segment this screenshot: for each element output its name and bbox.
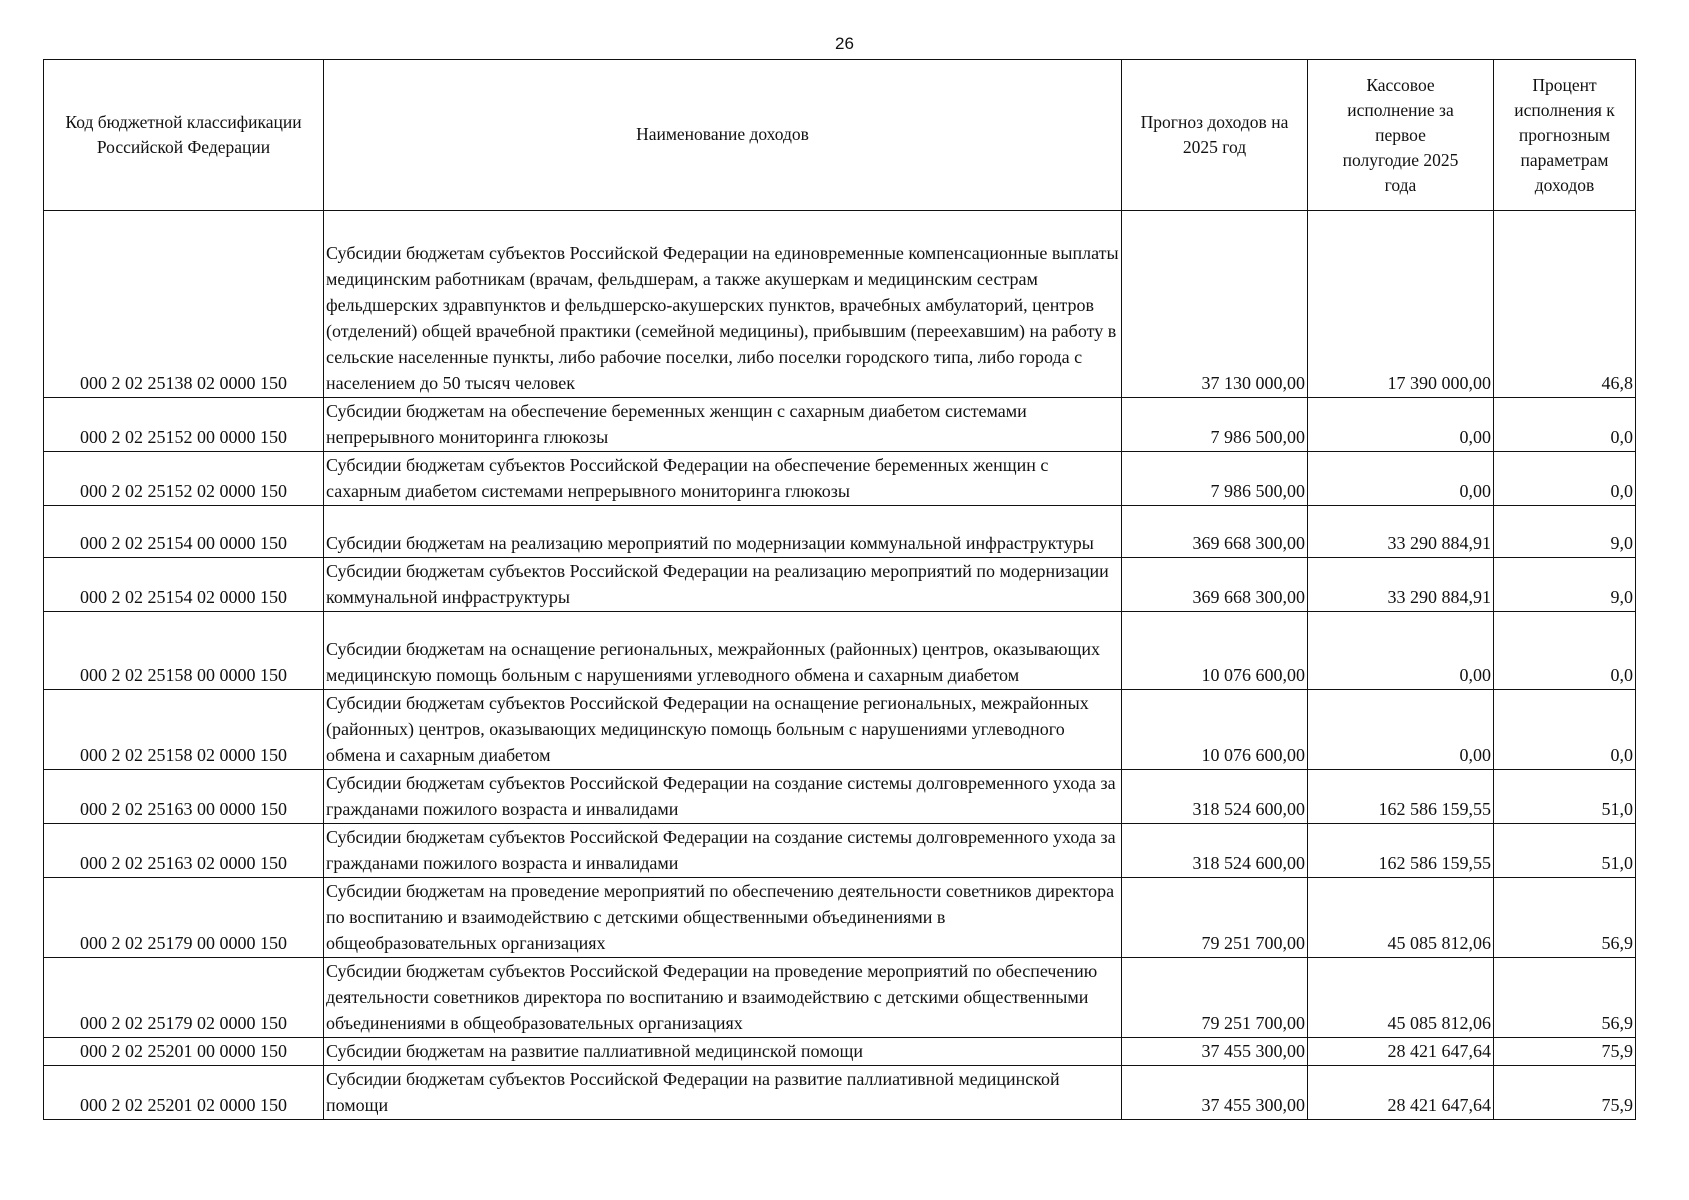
forecast-cell: 369 668 300,00 (1122, 558, 1308, 612)
cash-cell: 162 586 159,55 (1308, 824, 1494, 878)
revenue-table (43, 59, 1636, 1120)
cash-cell: 0,00 (1308, 398, 1494, 452)
forecast-cell: 37 455 300,00 (1122, 1066, 1308, 1120)
name-cell: Субсидии бюджетам на проведение мероприятий по обеспечению деятельности советников директора по воспитанию и взаимодействию с детскими общественными объединениями в общеобразовательных организациях (324, 878, 1122, 958)
table-row (44, 770, 1636, 824)
cash-cell: 45 085 812,06 (1308, 958, 1494, 1038)
name-cell: Субсидии бюджетам на обеспечение беременных женщин с сахарным диабетом системами непрерывного мониторинга глюкозы (324, 398, 1122, 452)
percent-cell: 46,8 (1494, 211, 1636, 398)
table-row (44, 690, 1636, 770)
header-code: Код бюджетной классификации Российской Федерации (44, 60, 324, 211)
percent-cell: 0,0 (1494, 690, 1636, 770)
name-cell: Субсидии бюджетам субъектов Российской Федерации на реализацию мероприятий по модернизации коммунальной инфраструктуры (324, 558, 1122, 612)
name-cell: Субсидии бюджетам на развитие паллиативной медицинской помощи (324, 1038, 1122, 1066)
cash-cell: 33 290 884,91 (1308, 506, 1494, 558)
table-row (44, 506, 1636, 558)
forecast-cell: 7 986 500,00 (1122, 452, 1308, 506)
name-cell: Субсидии бюджетам субъектов Российской Федерации на единовременные компенсационные выплаты медицинским работникам (врачам, фельдшерам, а также акушеркам и медицинским сестрам фельдшерских здравпунктов и фельдшерско-акушерских пунктов, врачебных амбулаторий, центров (отделений) общей врачебной практики (семейной медицины), прибывшим (переехавшим) на работу в сельские населенные пункты, либо рабочие поселки, либо поселки городского типа, либо города с населением до 50 тысяч человек (324, 211, 1122, 398)
code-cell: 000 2 02 25179 02 0000 150 (44, 958, 324, 1038)
code-cell: 000 2 02 25163 02 0000 150 (44, 824, 324, 878)
forecast-cell: 37 455 300,00 (1122, 1038, 1308, 1066)
cash-cell: 28 421 647,64 (1308, 1038, 1494, 1066)
percent-cell: 56,9 (1494, 878, 1636, 958)
forecast-cell: 79 251 700,00 (1122, 878, 1308, 958)
cash-cell: 45 085 812,06 (1308, 878, 1494, 958)
table-row (44, 878, 1636, 958)
code-cell: 000 2 02 25179 00 0000 150 (44, 878, 324, 958)
code-cell: 000 2 02 25138 02 0000 150 (44, 211, 324, 398)
table-row (44, 452, 1636, 506)
table-row (44, 1066, 1636, 1120)
forecast-cell: 10 076 600,00 (1122, 690, 1308, 770)
percent-cell: 75,9 (1494, 1038, 1636, 1066)
percent-cell: 51,0 (1494, 824, 1636, 878)
forecast-cell: 37 130 000,00 (1122, 211, 1308, 398)
table-row (44, 398, 1636, 452)
percent-cell: 0,0 (1494, 452, 1636, 506)
table-row (44, 958, 1636, 1038)
header-cash: Кассовое исполнение за первое полугодие 2025 года (1308, 60, 1494, 211)
forecast-cell: 7 986 500,00 (1122, 398, 1308, 452)
table-row (44, 824, 1636, 878)
code-cell: 000 2 02 25158 00 0000 150 (44, 612, 324, 690)
forecast-cell: 369 668 300,00 (1122, 506, 1308, 558)
header-name: Наименование доходов (324, 60, 1122, 211)
forecast-cell: 318 524 600,00 (1122, 770, 1308, 824)
table-row (44, 1038, 1636, 1066)
name-cell: Субсидии бюджетам субъектов Российской Федерации на обеспечение беременных женщин с сахарным диабетом системами непрерывного мониторинга глюкозы (324, 452, 1122, 506)
cash-cell: 0,00 (1308, 452, 1494, 506)
table-body (44, 211, 1636, 1120)
code-cell: 000 2 02 25201 00 0000 150 (44, 1038, 324, 1066)
cash-cell: 0,00 (1308, 690, 1494, 770)
forecast-cell: 318 524 600,00 (1122, 824, 1308, 878)
code-cell: 000 2 02 25154 02 0000 150 (44, 558, 324, 612)
code-cell: 000 2 02 25152 00 0000 150 (44, 398, 324, 452)
name-cell: Субсидии бюджетам субъектов Российской Федерации на проведение мероприятий по обеспечению деятельности советников директора по воспитанию и взаимодействию с детскими общественными объединениями в общеобразовательных организациях (324, 958, 1122, 1038)
percent-cell: 9,0 (1494, 558, 1636, 612)
name-cell: Субсидии бюджетам субъектов Российской Федерации на оснащение региональных, межрайонных (районных) центров, оказывающих медицинскую помощь больным с нарушениями углеводного обмена и сахарным диабетом (324, 690, 1122, 770)
cash-cell: 162 586 159,55 (1308, 770, 1494, 824)
name-cell: Субсидии бюджетам субъектов Российской Федерации на развитие паллиативной медицинской помощи (324, 1066, 1122, 1120)
code-cell: 000 2 02 25154 00 0000 150 (44, 506, 324, 558)
forecast-cell: 10 076 600,00 (1122, 612, 1308, 690)
percent-cell: 0,0 (1494, 612, 1636, 690)
percent-cell: 0,0 (1494, 398, 1636, 452)
code-cell: 000 2 02 25201 02 0000 150 (44, 1066, 324, 1120)
name-cell: Субсидии бюджетам на оснащение региональных, межрайонных (районных) центров, оказывающих медицинскую помощь больным с нарушениями углеводного обмена и сахарным диабетом (324, 612, 1122, 690)
table-row (44, 612, 1636, 690)
name-cell: Субсидии бюджетам субъектов Российской Федерации на создание системы долговременного ухода за гражданами пожилого возраста и инвалидами (324, 770, 1122, 824)
code-cell: 000 2 02 25163 00 0000 150 (44, 770, 324, 824)
table-header-row (44, 60, 1636, 211)
header-percent: Процент исполнения к прогнозным параметрам доходов (1494, 60, 1636, 211)
table-row (44, 558, 1636, 612)
name-cell: Субсидии бюджетам на реализацию мероприятий по модернизации коммунальной инфраструктуры (324, 506, 1122, 558)
table-row (44, 211, 1636, 398)
cash-cell: 28 421 647,64 (1308, 1066, 1494, 1120)
cash-cell: 0,00 (1308, 612, 1494, 690)
header-forecast: Прогноз доходов на 2025 год (1122, 60, 1308, 211)
code-cell: 000 2 02 25158 02 0000 150 (44, 690, 324, 770)
code-cell: 000 2 02 25152 02 0000 150 (44, 452, 324, 506)
cash-cell: 17 390 000,00 (1308, 211, 1494, 398)
percent-cell: 56,9 (1494, 958, 1636, 1038)
percent-cell: 9,0 (1494, 506, 1636, 558)
percent-cell: 75,9 (1494, 1066, 1636, 1120)
forecast-cell: 79 251 700,00 (1122, 958, 1308, 1038)
percent-cell: 51,0 (1494, 770, 1636, 824)
cash-cell: 33 290 884,91 (1308, 558, 1494, 612)
name-cell: Субсидии бюджетам субъектов Российской Федерации на создание системы долговременного ухода за гражданами пожилого возраста и инвалидами (324, 824, 1122, 878)
page-number: 26 (835, 34, 854, 53)
